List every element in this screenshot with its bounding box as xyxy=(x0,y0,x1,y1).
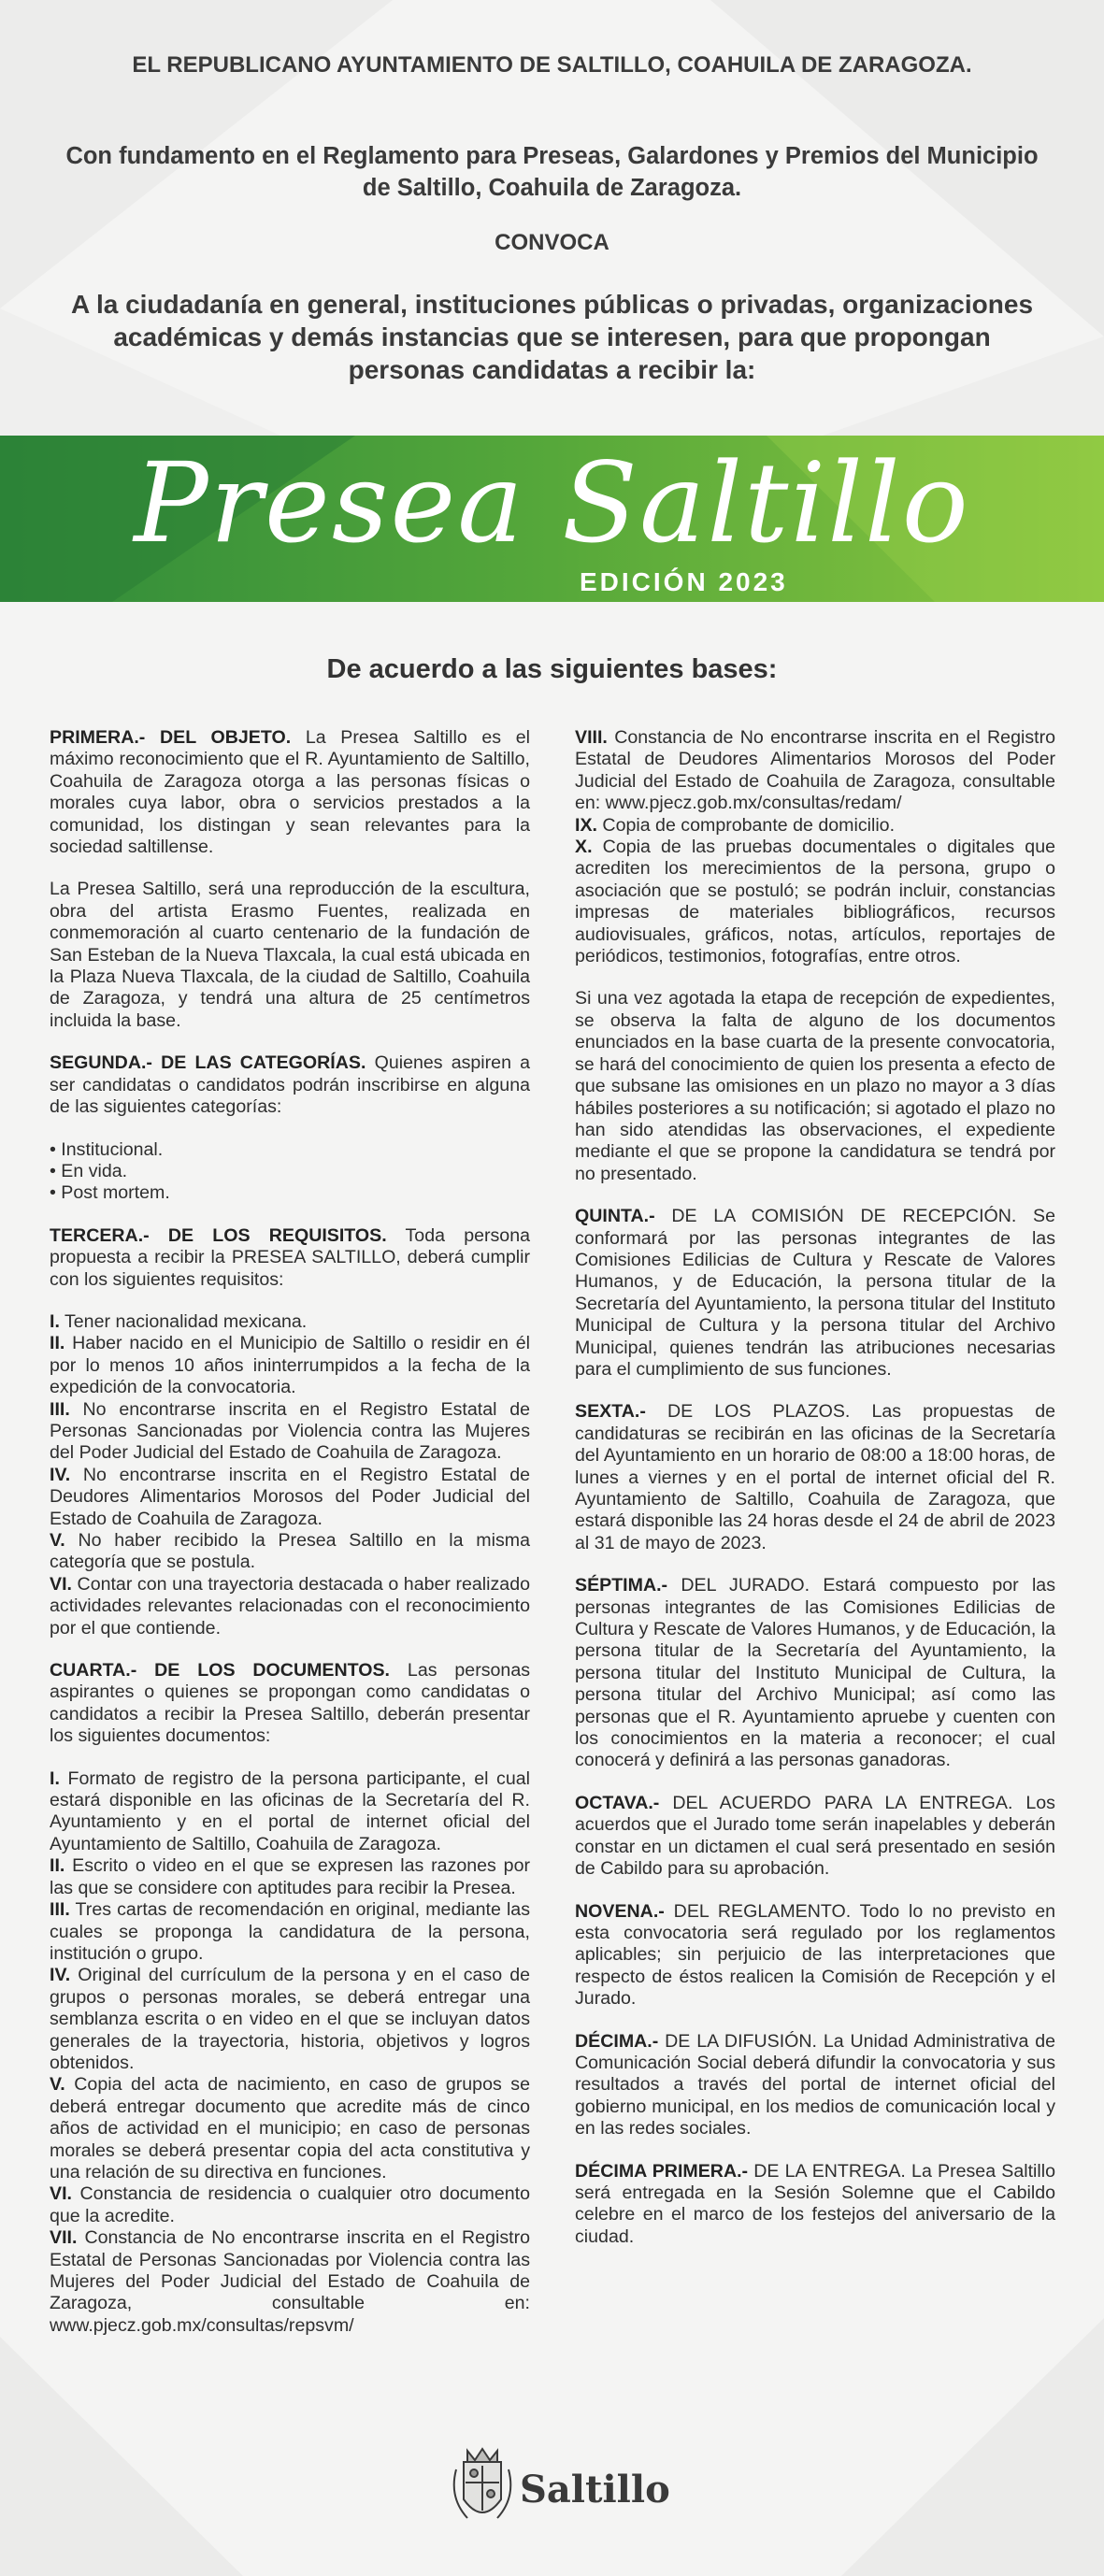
item-number: VI. xyxy=(50,2183,72,2205)
list-item xyxy=(575,727,1055,815)
base-heading: NOVENA.- xyxy=(575,1900,665,1922)
base-sexta xyxy=(575,1401,1055,1554)
base-decima xyxy=(575,2031,1055,2140)
list-item xyxy=(50,1333,530,1398)
base-text: DEL REGLAMENTO. Todo lo no previsto en esta convocatoria será regulado por los reglamentos aplicables; sin perjuicio de las interpretaciones que respecto de éstos realicen la Comisión de Recepción y el Jurado. xyxy=(575,1900,1055,2010)
list-item xyxy=(50,1465,530,1530)
item-number: V. xyxy=(50,2074,65,2096)
base-heading: PRIMERA.- DEL OBJETO. xyxy=(50,727,292,748)
item-number: III. xyxy=(50,1899,70,1921)
base-text: DE LA ENTREGA. La Presea Saltillo será entregada en la Sesión Solemne que el Cabildo celebre en el marco de los festejos del aniversario de la ciudad. xyxy=(575,2160,1055,2247)
item-number: IV. xyxy=(50,1965,71,1986)
base-text: Toda persona propuesta a recibir la PRESEA SALTILLO, deberá cumplir con los siguientes requisitos: xyxy=(50,1224,530,1290)
list-item xyxy=(50,2074,530,2183)
item-text: Haber nacido en el Municipio de Saltillo o residir en él por lo menos 10 años ininterrumpidos a la fecha de la expedición de la convocatoria. xyxy=(50,1333,530,1398)
list-item: • Institucional. xyxy=(50,1138,164,1160)
item-number: IV. xyxy=(50,1464,71,1485)
base-segunda xyxy=(50,1052,530,1118)
banner-title: Presea Saltillo xyxy=(134,438,970,567)
item-number: V. xyxy=(50,1530,65,1551)
list-item xyxy=(50,2183,530,2227)
list-item xyxy=(50,1530,530,1574)
base-primera-p2: La Presea Saltillo, será una reproducción de la escultura, obra del artista Erasmo Fuentes, realizada en conmemoración al cuarto centenario de la fundación de San Esteban de la Nueva Tlaxcala, la cual está ubicada en la Plaza Nueva Tlaxcala, de la ciudad de Saltillo, Coahuila de Zaragoza, y tendrá una altura de 25 centímetros incluida la base. xyxy=(50,879,530,1031)
item-text: Constancia de residencia o cualquier otro documento que la acredite. xyxy=(50,2183,530,2226)
list-item xyxy=(50,2227,530,2337)
base-heading: SEXTA.- xyxy=(575,1401,646,1423)
base-text: DEL ACUERDO PARA LA ENTREGA. Los acuerdos que el Jurado tome serán inapelables y deberán constar en un dictamen el cual será presentado en sesión de Cabildo para su aprobación. xyxy=(575,1792,1055,1880)
header-organization: EL REPUBLICANO AYUNTAMIENTO DE SALTILLO, COAHUILA DE ZARAGOZA. xyxy=(132,52,972,78)
base-text: DE LA COMISIÓN DE RECEPCIÓN. Se conformará por las personas integrantes de las Comisiones Edilicias de Cultura y Rescate de Valores Humanos, y de Educación, la persona titular de la Secretaría del Ayuntamiento, la persona titular del Instituto Municipal de Cultura y la persona titular del Archivo Municipal, quienes tendrán las atribuciones necesarias para el cumplimiento de sus funciones. xyxy=(575,1206,1055,1380)
item-text: Original del currículum de la persona y en el caso de grupos o personas morales, se deberá entregar una semblanza escrita o en video en el que se incluyan datos generales de la trayectoria, historia, objetivos y logros obtenidos. xyxy=(50,1965,530,2073)
base-text: La Presea Saltillo es el máximo reconocimiento que el R. Ayuntamiento de Saltillo, Coahuila de Zaragoza otorga a las personas físicas o morales cuya labor, obra o servicios prestados a la comunidad, los distingan y sean relevantes para la sociedad saltillense. xyxy=(50,727,530,858)
item-text: Constancia de No encontrarse inscrita en el Registro Estatal de Deudores Alimentarios Morosos del Poder Judicial del Estado de Coahuila de Zaragoza, consultable en: www.pjecz.gob.mx/consultas/redam/ xyxy=(575,727,1055,814)
item-text: No encontrarse inscrita en el Registro Estatal de Deudores Alimentarios Morosos del Poder Judicial del Estado de Coahuila de Zaragoza. xyxy=(50,1464,530,1529)
item-text: Constancia de No encontrarse inscrita en el Registro Estatal de Personas Sancionadas por Violencia contra las Mujeres del Poder Judicial del Estado de Coahuila de Zaragoza, consultable en: www.pjecz.gob.mx/consultas/repsvm/ xyxy=(50,2227,530,2336)
base-text: DEL JURADO. Estará compuesto por las personas integrantes de las Comisiones Edilicias de Cultura y Rescate de Valores Humanos, y de Educación, la persona titular de la Secretaría del Ayuntamiento, la persona titular del Instituto Municipal de Cultura, la persona titular del Archivo Municipal; así como las personas que el R. Ayuntamiento apruebe y cuenten con los conocimientos en la materia a reconocer; el cual conocerá y definirá a las personas ganadoras. xyxy=(575,1575,1055,1771)
left-column xyxy=(50,727,530,2337)
documents-list xyxy=(50,1768,530,2338)
list-item xyxy=(50,1574,530,1639)
item-text: Copia del acta de nacimiento, en caso de grupos se deberá entregar documento que acredite más de cinco años de actividad en el municipio; en caso de personas morales se deberá presentar copia del acta constitutiva y una relación de su directiva en funciones. xyxy=(50,2074,530,2182)
list-item xyxy=(50,1855,530,1899)
base-text: DE LA DIFUSIÓN. La Unidad Administrativa de Comunicación Social deberá difundir la convocatoria y sus resultados a través del portal de internet oficial del gobierno municipal, en los medios de comunicación local y en las redes sociales. xyxy=(575,2030,1056,2140)
item-number: VI. xyxy=(50,1573,72,1595)
list-item xyxy=(50,1768,530,1856)
base-cuarta xyxy=(50,1660,530,1748)
item-number: IX. xyxy=(575,814,597,836)
base-octava xyxy=(575,1793,1055,1881)
documents-list-continued xyxy=(575,727,1055,967)
base-heading: OCTAVA.- xyxy=(575,1792,660,1813)
item-text: Formato de registro de la persona participante, el cual estará disponible en las oficinas de la Secretaría del R. Ayuntamiento y en el portal de internet oficial del Ayuntamiento de Saltillo, Coahuila de Zaragoza. xyxy=(50,1767,530,1854)
base-tercera xyxy=(50,1225,530,1291)
item-text: Copia de comprobante de domicilio. xyxy=(602,814,896,836)
list-item xyxy=(575,815,1055,837)
item-text: Tener nacionalidad mexicana. xyxy=(64,1310,308,1332)
item-number: II. xyxy=(50,1855,65,1877)
header-foundation: Con fundamento en el Reglamento para Preseas, Galardones y Premios del Municipio de Saltillo, Coahuila de Zaragoza. xyxy=(65,143,1039,201)
base-novena xyxy=(575,1901,1055,2011)
base-heading: QUINTA.- xyxy=(575,1206,655,1227)
missing-documents-note: Si una vez agotada la etapa de recepción de expedientes, se observa la falta de alguno de los documentos enunciados en la base cuarta de la presente convocatoria, se hará del conocimiento de quien los presenta a efecto de que subsane las omisiones en un plazo no mayor a 3 días hábiles posteriores a su notificación; si agotado el plazo no han sido atendidas las observaciones, el expediente mediante el que se propone la candidatura se tendrá por no presentado. xyxy=(575,988,1055,1184)
list-item: • Post mortem. xyxy=(50,1182,170,1204)
base-text: Quienes aspiren a ser candidatas o candidatos podrán inscribirse en alguna de las siguientes categorías: xyxy=(50,1052,531,1118)
base-text: DE LOS PLAZOS. Las propuestas de candidaturas se recibirán en las oficinas de la Secretaría del Ayuntamiento en un horario de 08:00 a 18:00 horas, de lunes a viernes y en el portal de internet oficial del R. Ayuntamiento de Saltillo, Coahuila de Zaragoza, que estará disponible las 24 horas desde el 24 de abril de 2023 al 31 de mayo de 2023. xyxy=(575,1401,1055,1553)
base-heading: DÉCIMA PRIMERA.- xyxy=(575,2160,749,2182)
base-heading: DÉCIMA.- xyxy=(575,2030,659,2052)
base-text: Las personas aspirantes o quienes se propongan como candidatas o candidatos a recibir la Presea Saltillo, deberán presentar los siguientes documentos: xyxy=(50,1660,531,1747)
list-item xyxy=(50,1965,530,2074)
item-number: II. xyxy=(50,1333,65,1354)
header-audience: A la ciudadanía en general, instituciones públicas o privadas, organizaciones académicas y demás instancias que se interesen, para que propongan personas candidatas a recibir la: xyxy=(70,290,1034,384)
requirements-list xyxy=(50,1311,530,1639)
item-number: I. xyxy=(50,1767,60,1789)
item-text: Contar con una trayectoria destacada o haber realizado actividades relevantes relacionadas con el reconocimiento por el que contiende. xyxy=(50,1573,530,1639)
item-text: No haber recibido la Presea Saltillo en la misma categoría que se postula. xyxy=(50,1530,530,1573)
item-number: VIII. xyxy=(575,727,608,748)
item-text: Tres cartas de recomendación en original, mediante las cuales se proponga la candidatura de la persona, institución o grupo. xyxy=(50,1899,530,1964)
base-decima-primera xyxy=(575,2161,1055,2249)
base-heading: TERCERA.- DE LOS REQUISITOS. xyxy=(50,1224,387,1246)
category-list xyxy=(50,1139,530,1205)
item-number: VII. xyxy=(50,2227,78,2249)
list-item xyxy=(50,1899,530,1965)
base-quinta xyxy=(575,1206,1055,1381)
list-item xyxy=(575,837,1055,967)
item-text: No encontrarse inscrita en el Registro Estatal de Personas Sancionadas por Violencia contra las Mujeres del Poder Judicial del Estado de Coahuila de Zaragoza. xyxy=(50,1398,530,1464)
banner-edition: EDICIÓN 2023 xyxy=(580,567,788,596)
list-item xyxy=(50,1399,530,1465)
right-column xyxy=(575,727,1055,2268)
header-convoca: CONVOCA xyxy=(495,230,609,255)
bases-heading: De acuerdo a las siguientes bases: xyxy=(326,654,778,684)
item-number: I. xyxy=(50,1310,60,1332)
base-heading: SEGUNDA.- DE LAS CATEGORÍAS. xyxy=(50,1052,366,1074)
item-text: Copia de las pruebas documentales o digitales que acrediten los merecimientos de la persona, grupo o asociación que se postuló; se podrán incluir, constancias impresas de materiales bibliográficos, recursos audiovisuales, gráficos, notas, artículos, reportajes de periódicos, testimonios, fotografías, entre otros. xyxy=(575,837,1055,967)
base-heading: SÉPTIMA.- xyxy=(575,1575,668,1596)
list-item: • En vida. xyxy=(50,1160,128,1181)
item-number: III. xyxy=(50,1398,70,1420)
item-number: X. xyxy=(575,837,593,858)
base-primera xyxy=(50,727,530,858)
list-item xyxy=(50,1311,530,1333)
base-septima xyxy=(575,1575,1055,1772)
footer-logo-text: Saltillo xyxy=(520,2468,670,2512)
item-text: Escrito o video en el que se expresen las razones por las que se considere con aptitudes para recibir la Presea. xyxy=(50,1855,530,1898)
base-heading: CUARTA.- DE LOS DOCUMENTOS. xyxy=(50,1660,391,1682)
